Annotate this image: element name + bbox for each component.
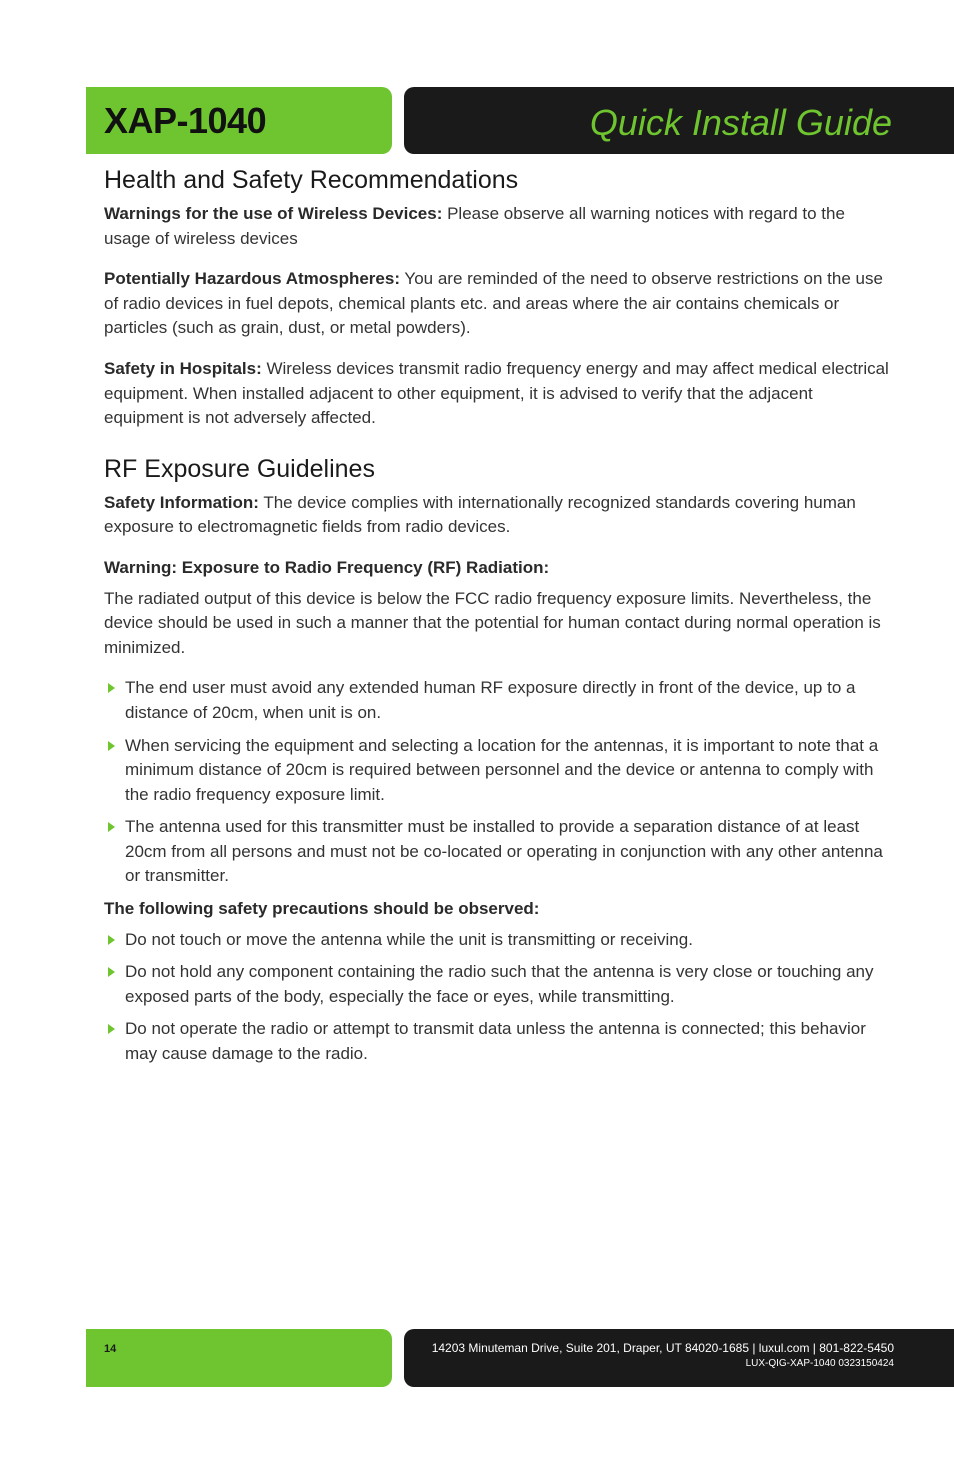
paragraph-hospitals <box>104 357 894 431</box>
footer-document-code: LUX-QIG-XAP-1040 0323150424 <box>745 1358 894 1369</box>
footer-address: 14203 Minuteman Drive, Suite 201, Draper, UT 84020-1685 | luxul.com | 801-822-5450 <box>431 1341 894 1355</box>
triangle-bullet-icon <box>108 1024 115 1034</box>
rf-warning-heading <box>104 556 894 581</box>
page-number: 14 <box>104 1343 117 1355</box>
rf-warning-heading-text: Warning: Exposure to Radio Frequency (RF) Radiation: <box>104 557 550 577</box>
triangle-bullet-icon <box>108 935 115 945</box>
list-item <box>104 960 894 1009</box>
list-item-text: When servicing the equipment and selecting a location for the antennas, it is important to note that a minimum distance of 20cm is required between personnel and the device or antenna to comply with the radio frequency exposure limit. <box>125 735 879 804</box>
label-safety-information: Safety Information: <box>104 492 259 512</box>
text-hospitals: Wireless devices transmit radio frequency energy and may affect medical electrical equipment. When installed adjacent to other equipment, it is advised to verify that the adjacent equipment is not adversely affected. <box>104 358 889 428</box>
list-item <box>104 1017 894 1066</box>
list-item-text: The antenna used for this transmitter must be installed to provide a separation distance of at least 20cm from all persons and must not be co-located or operating in conjunction with any other antenna or transmitter. <box>125 817 883 886</box>
precautions-list <box>104 928 894 1067</box>
label-hazardous-atmospheres: Potentially Hazardous Atmospheres: <box>104 269 400 289</box>
triangle-bullet-icon <box>108 967 115 977</box>
list-item <box>104 815 894 889</box>
text-hazardous-atmospheres: You are reminded of the need to observe restrictions on the use of radio devices in fuel depots, chemical plants etc. and areas where the air contains chemicals or particles (such as grain, dust, or metal powders). <box>104 269 883 338</box>
text-safety-information: The device complies with internationally recognized standards covering human exposure to electromagnetic fields from radio devices. <box>104 492 856 537</box>
list-item-text: The end user must avoid any extended human RF exposure directly in front of the device, up to a distance of 20cm, when unit is on. <box>125 678 856 722</box>
label-hospitals: Safety in Hospitals: <box>104 358 262 378</box>
precautions-heading-text: The following safety precautions should be observed: <box>104 899 540 919</box>
list-item <box>104 734 894 808</box>
guide-title: Quick Install Guide <box>589 102 892 143</box>
list-item-text: Do not touch or move the antenna while the unit is transmitting or receiving. <box>125 929 693 949</box>
rf-warning-text: The radiated output of this device is below the FCC radio frequency exposure limits. Nevertheless, the device should be used in such a manner that the potential for human contact during normal operation is minimized. <box>104 588 881 657</box>
list-item <box>104 676 894 725</box>
paragraph-wireless-warnings <box>104 202 894 251</box>
list-item <box>104 928 894 953</box>
triangle-bullet-icon <box>108 683 115 693</box>
triangle-bullet-icon <box>108 822 115 832</box>
health-heading: Health and Safety Recommendations <box>104 166 519 194</box>
rf-bullet-list <box>104 676 894 889</box>
list-item-text: Do not operate the radio or attempt to transmit data unless the antenna is connected; this behavior may cause damage to the radio. <box>125 1019 866 1064</box>
text-wireless-warnings: Please observe all warning notices with regard to the usage of wireless devices <box>104 204 845 248</box>
paragraph-safety-information <box>104 491 894 540</box>
triangle-bullet-icon <box>108 741 115 751</box>
rf-heading: RF Exposure Guidelines <box>104 454 375 483</box>
footer-green-band <box>86 1329 392 1387</box>
precautions-heading <box>104 897 894 922</box>
model-name: XAP-1040 <box>104 100 267 141</box>
paragraph-hazardous-atmospheres <box>104 267 894 341</box>
page-content <box>104 162 894 1075</box>
label-wireless-warnings: Warnings for the use of Wireless Devices: <box>104 204 443 223</box>
list-item-text: Do not hold any component containing the radio such that the antenna is very close or touching any exposed parts of the body, especially the face or eyes, while transmitting. <box>125 962 874 1006</box>
